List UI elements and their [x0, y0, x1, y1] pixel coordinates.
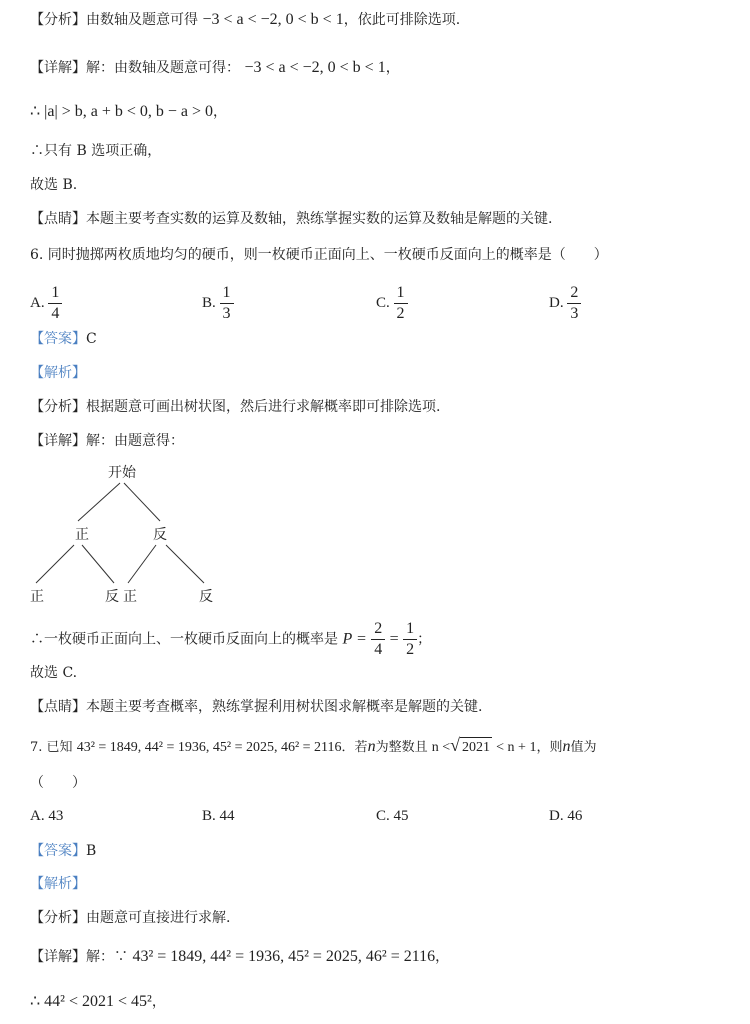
q6-option-d[interactable]: D. $\frac{2}{3}$ [549, 284, 581, 323]
q7-jiexi-tag: 【解析】 [30, 876, 86, 892]
s1-dianjing: 【点睛】本题主要考查实数的运算及数轴，熟练掌握实数的运算及数轴是解题的关键. [30, 211, 553, 227]
q7-fenxi: 【分析】由题意可直接进行求解. [30, 910, 231, 926]
q6-option-d-fraction: $\frac{2}{3}$ [567, 284, 581, 323]
q6-option-a[interactable]: A. $\frac{1}{4}$ [30, 284, 62, 323]
tree-leaf: 正 [30, 589, 44, 605]
xiangjie-tag: 【详解】 [30, 60, 86, 76]
answer-tag: 【答案】 [30, 331, 86, 347]
s1-therefore: ∴ |a| > b, a + b < 0, b − a > 0， [30, 103, 228, 120]
q7-option-b[interactable]: B. 44 [202, 808, 235, 824]
q7-answer: 【答案】B [30, 843, 97, 859]
q7-option-a[interactable]: A. 43 [30, 808, 64, 824]
s1-xiangjie: 【详解】解：由数轴及题意可得： −3 < a < −2, 0 < b < 1， [30, 59, 400, 76]
q6-fraction: $\frac{1}{2}$ [403, 620, 417, 659]
q6-fraction: $\frac{2}{4}$ [371, 620, 385, 659]
q6-option-a-fraction: $\frac{1}{4}$ [48, 284, 62, 323]
q6-option-c-fraction: $\frac{1}{2}$ [394, 284, 408, 323]
dianjing-tag: 【点睛】 [30, 211, 86, 227]
q6-choose: 故选 C. [30, 665, 78, 681]
tree-edge [166, 545, 204, 583]
q7-xiangjie: 【详解】解：∵ 43² = 1849, 44² = 1936, 45² = 2025, 46² = 2116， [30, 948, 450, 965]
fenxi-tag: 【分析】 [30, 12, 86, 28]
q6-answer: 【答案】C [30, 331, 97, 347]
sqrt-icon: √ [450, 735, 461, 755]
q6-option-c[interactable]: C. $\frac{1}{2}$ [376, 284, 408, 323]
tree-edge [124, 483, 160, 521]
tree-node-zheng: 正 [75, 527, 89, 543]
tree-edge [82, 545, 114, 583]
q7-option-c[interactable]: C. 45 [376, 808, 409, 824]
q7-stem: 7. 已知 43² = 1849, 44² = 1936, 45² = 2025, 46² = 2116．若n为整数且 n <√ 2021 < n + 1，则n值为 [30, 735, 596, 758]
q6-stem: 6. 同时抛掷两枚质地均匀的硬币，则一枚硬币正面向上、一枚硬币反面向上的概率是（ ） [30, 247, 608, 263]
tree-edge [78, 483, 120, 521]
q6-dianjing: 【点睛】本题主要考查概率，熟练掌握利用树状图求解概率是解题的关键. [30, 699, 483, 715]
tree-leaf: 反 [105, 589, 119, 605]
tree-leaf: 正 [123, 589, 137, 605]
q6-fenxi: 【分析】根据题意可画出树状图，然后进行求解概率即可排除选项. [30, 399, 441, 415]
q6-option-b-fraction: $\frac{1}{3}$ [220, 284, 234, 323]
s1-choose: 故选 B. [30, 177, 78, 193]
s1-fenxi: 【分析】由数轴及题意可得 −3 < a < −2, 0 < b < 1，依此可排除选项. [30, 11, 461, 28]
q6-option-b[interactable]: B. $\frac{1}{3}$ [202, 284, 234, 323]
q6-xiangjie: 【详解】解：由题意得： [30, 433, 184, 449]
q7-therefore: ∴ 44² < 2021 < 45²， [30, 993, 166, 1010]
q6-jiexi-tag: 【解析】 [30, 365, 86, 381]
q7-paren: （ ） [30, 775, 86, 791]
q6-conclusion: ∴一枚硬币正面向上、一枚硬币反面向上的概率是 P = $\frac{2}{4}$ = $\frac{1}{2}$ ； [30, 620, 432, 658]
tree-edge [128, 545, 156, 583]
s1-only-b: ∴只有 B 选项正确， [30, 143, 162, 159]
tree-node-fan: 反 [153, 527, 167, 543]
tree-root: 开始 [108, 465, 136, 481]
q7-option-d[interactable]: D. 46 [549, 808, 583, 824]
tree-leaf: 反 [199, 589, 213, 605]
tree-edge [36, 545, 74, 583]
